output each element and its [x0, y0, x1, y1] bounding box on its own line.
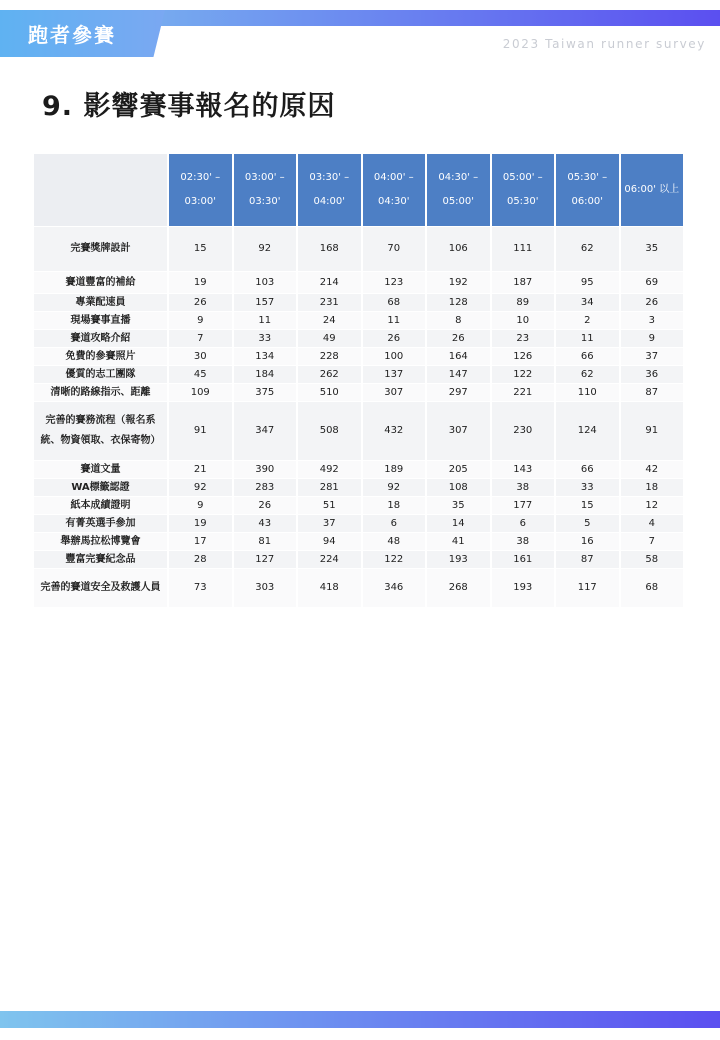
table-cell: 390: [233, 461, 298, 479]
table-cell: 87: [555, 551, 620, 569]
table-cell: 375: [233, 384, 298, 402]
table-cell: 68: [362, 294, 427, 312]
table-cell: 91: [620, 402, 685, 461]
table-cell: 15: [168, 227, 233, 272]
table-cell: 38: [491, 533, 556, 551]
row-label: WA標籤認證: [34, 479, 168, 497]
column-header: 05:30' – 06:00': [555, 154, 620, 227]
table-cell: 177: [491, 497, 556, 515]
table-cell: 51: [297, 497, 362, 515]
table-row: [34, 330, 684, 348]
table-row: [34, 384, 684, 402]
table-cell: 33: [233, 330, 298, 348]
table-cell: 157: [233, 294, 298, 312]
table-cell: 14: [426, 515, 491, 533]
table-cell: 35: [426, 497, 491, 515]
table-cell: 123: [362, 272, 427, 294]
brand-title: 跑者參賽: [28, 23, 116, 47]
table-cell: 9: [168, 312, 233, 330]
table-row: [34, 402, 684, 461]
table-cell: 18: [362, 497, 427, 515]
table-cell: 143: [491, 461, 556, 479]
table-cell: 92: [168, 479, 233, 497]
table-cell: 69: [620, 272, 685, 294]
table-cell: 231: [297, 294, 362, 312]
table-cell: 432: [362, 402, 427, 461]
survey-subtitle: 2023 Taiwan runner survey: [502, 37, 706, 51]
row-label: 現場賽事直播: [34, 312, 168, 330]
table-cell: 7: [168, 330, 233, 348]
table-cell: 230: [491, 402, 556, 461]
table-cell: 92: [233, 227, 298, 272]
table-cell: 66: [555, 461, 620, 479]
table-cell: 111: [491, 227, 556, 272]
table-cell: 262: [297, 366, 362, 384]
table-cell: 510: [297, 384, 362, 402]
table-cell: 42: [620, 461, 685, 479]
table-cell: 15: [555, 497, 620, 515]
row-label: 賽道豐富的補給: [34, 272, 168, 294]
row-label: 賽道攻略介紹: [34, 330, 168, 348]
table-cell: 37: [620, 348, 685, 366]
column-header: 04:30' – 05:00': [426, 154, 491, 227]
table-cell: 106: [426, 227, 491, 272]
table-cell: 62: [555, 227, 620, 272]
table-cell: 91: [168, 402, 233, 461]
table-cell: 192: [426, 272, 491, 294]
table-cell: 100: [362, 348, 427, 366]
row-label: 優質的志工團隊: [34, 366, 168, 384]
table-row: [34, 294, 684, 312]
column-header: 03:30' – 04:00': [297, 154, 362, 227]
table-cell: 122: [491, 366, 556, 384]
table-cell: 184: [233, 366, 298, 384]
row-label: 豐富完賽紀念品: [34, 551, 168, 569]
table-cell: 81: [233, 533, 298, 551]
table-row: [34, 272, 684, 294]
table-cell: 122: [362, 551, 427, 569]
table-cell: 95: [555, 272, 620, 294]
column-header: 05:00' – 05:30': [491, 154, 556, 227]
table-cell: 418: [297, 569, 362, 608]
table-cell: 34: [555, 294, 620, 312]
table-cell: 10: [491, 312, 556, 330]
table-cell: 281: [297, 479, 362, 497]
table-cell: 18: [620, 479, 685, 497]
table-cell: 268: [426, 569, 491, 608]
row-label: 免費的參賽照片: [34, 348, 168, 366]
table-cell: 127: [233, 551, 298, 569]
table-cell: 5: [555, 515, 620, 533]
table-cell: 297: [426, 384, 491, 402]
table-cell: 8: [426, 312, 491, 330]
table-row: [34, 312, 684, 330]
table-cell: 137: [362, 366, 427, 384]
table-cell: 11: [233, 312, 298, 330]
table-cell: 110: [555, 384, 620, 402]
table-cell: 33: [555, 479, 620, 497]
column-header: 06:00' 以上: [620, 154, 685, 227]
table-cell: 168: [297, 227, 362, 272]
row-label: 舉辦馬拉松博覽會: [34, 533, 168, 551]
table-cell: 66: [555, 348, 620, 366]
table-cell: 26: [620, 294, 685, 312]
table-cell: 189: [362, 461, 427, 479]
table-cell: 109: [168, 384, 233, 402]
table-cell: 508: [297, 402, 362, 461]
table-cell: 108: [426, 479, 491, 497]
table-cell: 117: [555, 569, 620, 608]
table-cell: 87: [620, 384, 685, 402]
table-cell: 347: [233, 402, 298, 461]
table-cell: 73: [168, 569, 233, 608]
table-cell: 17: [168, 533, 233, 551]
table-cell: 30: [168, 348, 233, 366]
table-cell: 6: [362, 515, 427, 533]
table-cell: 134: [233, 348, 298, 366]
table-row: [34, 479, 684, 497]
table-row: [34, 515, 684, 533]
table-cell: 303: [233, 569, 298, 608]
table-cell: 43: [233, 515, 298, 533]
table-cell: 23: [491, 330, 556, 348]
table-cell: 12: [620, 497, 685, 515]
table-header-row: [34, 154, 684, 227]
table-cell: 11: [362, 312, 427, 330]
table-cell: 307: [362, 384, 427, 402]
table-row: [34, 497, 684, 515]
row-label: 完賽獎牌設計: [34, 227, 168, 272]
table-cell: 147: [426, 366, 491, 384]
table-cell: 70: [362, 227, 427, 272]
table-cell: 193: [491, 569, 556, 608]
row-label: 賽道文量: [34, 461, 168, 479]
table-cell: 307: [426, 402, 491, 461]
table-cell: 68: [620, 569, 685, 608]
table-row: [34, 533, 684, 551]
table-cell: 58: [620, 551, 685, 569]
row-label: 專業配速員: [34, 294, 168, 312]
table-cell: 62: [555, 366, 620, 384]
table-cell: 2: [555, 312, 620, 330]
table-cell: 128: [426, 294, 491, 312]
column-header: 02:30' – 03:00': [168, 154, 233, 227]
table-row: [34, 227, 684, 272]
table-cell: 45: [168, 366, 233, 384]
table-corner-cell: [34, 154, 168, 227]
table-cell: 7: [620, 533, 685, 551]
table-cell: 224: [297, 551, 362, 569]
table-cell: 26: [233, 497, 298, 515]
table-row: [34, 366, 684, 384]
table-cell: 193: [426, 551, 491, 569]
table-row: [34, 461, 684, 479]
reasons-table: [34, 154, 685, 608]
row-label: 紙本成績證明: [34, 497, 168, 515]
table-cell: 19: [168, 272, 233, 294]
table-row: [34, 569, 684, 608]
table-cell: 164: [426, 348, 491, 366]
row-label: 清晰的路線指示、距離: [34, 384, 168, 402]
table-cell: 103: [233, 272, 298, 294]
page-title: 9. 影響賽事報名的原因: [42, 91, 336, 122]
table-cell: 214: [297, 272, 362, 294]
table-cell: 187: [491, 272, 556, 294]
table-cell: 26: [426, 330, 491, 348]
table-cell: 4: [620, 515, 685, 533]
table-cell: 228: [297, 348, 362, 366]
table-cell: 492: [297, 461, 362, 479]
table-cell: 346: [362, 569, 427, 608]
table-cell: 3: [620, 312, 685, 330]
footer-gradient-bar: [0, 1011, 720, 1028]
table-cell: 26: [168, 294, 233, 312]
table-cell: 28: [168, 551, 233, 569]
table-cell: 38: [491, 479, 556, 497]
table-cell: 161: [491, 551, 556, 569]
table-row: [34, 551, 684, 569]
table-cell: 48: [362, 533, 427, 551]
table-cell: 205: [426, 461, 491, 479]
table-cell: 26: [362, 330, 427, 348]
table-cell: 9: [168, 497, 233, 515]
column-header: 03:00' – 03:30': [233, 154, 298, 227]
table-cell: 126: [491, 348, 556, 366]
table-cell: 94: [297, 533, 362, 551]
column-header: 04:00' – 04:30': [362, 154, 427, 227]
table-cell: 9: [620, 330, 685, 348]
table-cell: 21: [168, 461, 233, 479]
table-cell: 41: [426, 533, 491, 551]
table-cell: 89: [491, 294, 556, 312]
table-cell: 36: [620, 366, 685, 384]
table-cell: 92: [362, 479, 427, 497]
table-cell: 19: [168, 515, 233, 533]
table-cell: 124: [555, 402, 620, 461]
table-cell: 24: [297, 312, 362, 330]
table-cell: 35: [620, 227, 685, 272]
table-cell: 221: [491, 384, 556, 402]
table-cell: 16: [555, 533, 620, 551]
table-cell: 49: [297, 330, 362, 348]
table-cell: 11: [555, 330, 620, 348]
table-cell: 37: [297, 515, 362, 533]
row-label: 有菁英選手參加: [34, 515, 168, 533]
row-label: 完善的賽務流程（報名系統、物資領取、衣保寄物）: [34, 402, 168, 461]
table-cell: 6: [491, 515, 556, 533]
table-row: [34, 348, 684, 366]
row-label: 完善的賽道安全及救護人員: [34, 569, 168, 608]
table-cell: 283: [233, 479, 298, 497]
